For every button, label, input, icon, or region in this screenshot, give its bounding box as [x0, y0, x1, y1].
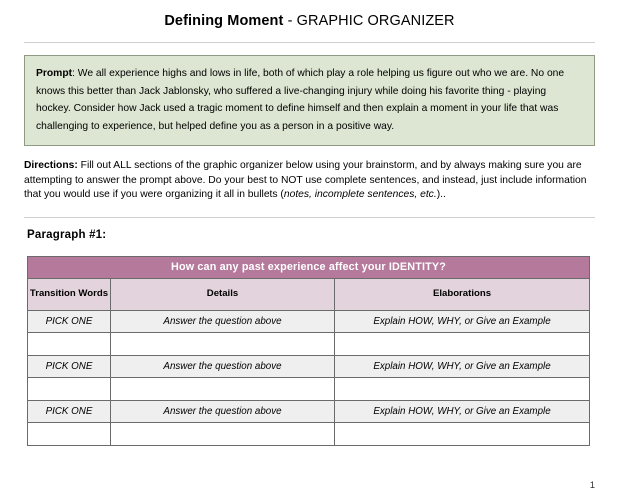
- directions-text: [24, 159, 595, 203]
- column-header-details: Details: [111, 278, 335, 310]
- table-row[interactable]: [28, 422, 590, 445]
- prompt-box: [24, 55, 595, 146]
- cell-details: Answer the question above: [111, 400, 335, 422]
- table-row: [28, 355, 590, 377]
- cell-details-entry[interactable]: [111, 377, 335, 400]
- cell-transition-words-entry[interactable]: [28, 332, 111, 355]
- section-divider: [24, 217, 595, 218]
- cell-details: Answer the question above: [111, 355, 335, 377]
- cell-details: Answer the question above: [111, 310, 335, 332]
- cell-details-entry[interactable]: [111, 422, 335, 445]
- directions-body: Fill out ALL sections of the graphic organizer below using your brainstorm, and by always making sure you are attempting to answer the prompt above. Do your best to NOT use complete sentences, and instead, just include information that you would use if you were organizing it all in bullets (: [24, 160, 587, 201]
- column-header-transition-words: Transition Words: [28, 278, 111, 310]
- cell-transition-words: PICK ONE: [28, 355, 111, 377]
- page-number: 1: [589, 480, 595, 491]
- cell-elaborations: Explain HOW, WHY, or Give an Example: [335, 400, 590, 422]
- table-banner-row: [28, 256, 590, 278]
- page-title-bold: Defining Moment: [164, 13, 284, 29]
- graphic-organizer-table: [27, 256, 590, 446]
- page-title-rest: - GRAPHIC ORGANIZER: [283, 13, 455, 29]
- page-title: [0, 0, 619, 29]
- column-header-elaborations: Elaborations: [335, 278, 590, 310]
- prompt-separator: :: [72, 68, 78, 79]
- prompt-body: We all experience highs and lows in life, both of which play a role helping us figure out who we are. No one knows this better than Jack Jablonsky, who suffered a live-changing injury while doing his favorite thing - playing hockey. Consider how Jack used a tragic moment to define himself and then explain a moment in your life that was challenging to experience, but helped define you as a person in a positive way.: [36, 68, 565, 132]
- table-row: [28, 400, 590, 422]
- directions-closing: )..: [436, 189, 446, 201]
- cell-elaborations: Explain HOW, WHY, or Give an Example: [335, 310, 590, 332]
- cell-details-entry[interactable]: [111, 332, 335, 355]
- cell-elaborations: Explain HOW, WHY, or Give an Example: [335, 355, 590, 377]
- table-header-row: [28, 278, 590, 310]
- cell-elaborations-entry[interactable]: [335, 377, 590, 400]
- prompt-label: Prompt: [36, 68, 73, 79]
- table-row[interactable]: [28, 377, 590, 400]
- table-row[interactable]: [28, 332, 590, 355]
- prompt-text: [36, 65, 583, 135]
- table-banner-cell: How can any past experience affect your IDENTITY?: [28, 256, 590, 278]
- cell-transition-words-entry[interactable]: [28, 422, 111, 445]
- section-heading: Paragraph #1:: [27, 228, 107, 241]
- title-divider: [24, 42, 595, 43]
- cell-elaborations-entry[interactable]: [335, 332, 590, 355]
- directions-italic: notes, incomplete sentences, etc.: [283, 189, 437, 201]
- cell-transition-words-entry[interactable]: [28, 377, 111, 400]
- cell-transition-words: PICK ONE: [28, 400, 111, 422]
- cell-transition-words: PICK ONE: [28, 310, 111, 332]
- cell-elaborations-entry[interactable]: [335, 422, 590, 445]
- table-row: [28, 310, 590, 332]
- directions-label: Directions:: [24, 160, 78, 171]
